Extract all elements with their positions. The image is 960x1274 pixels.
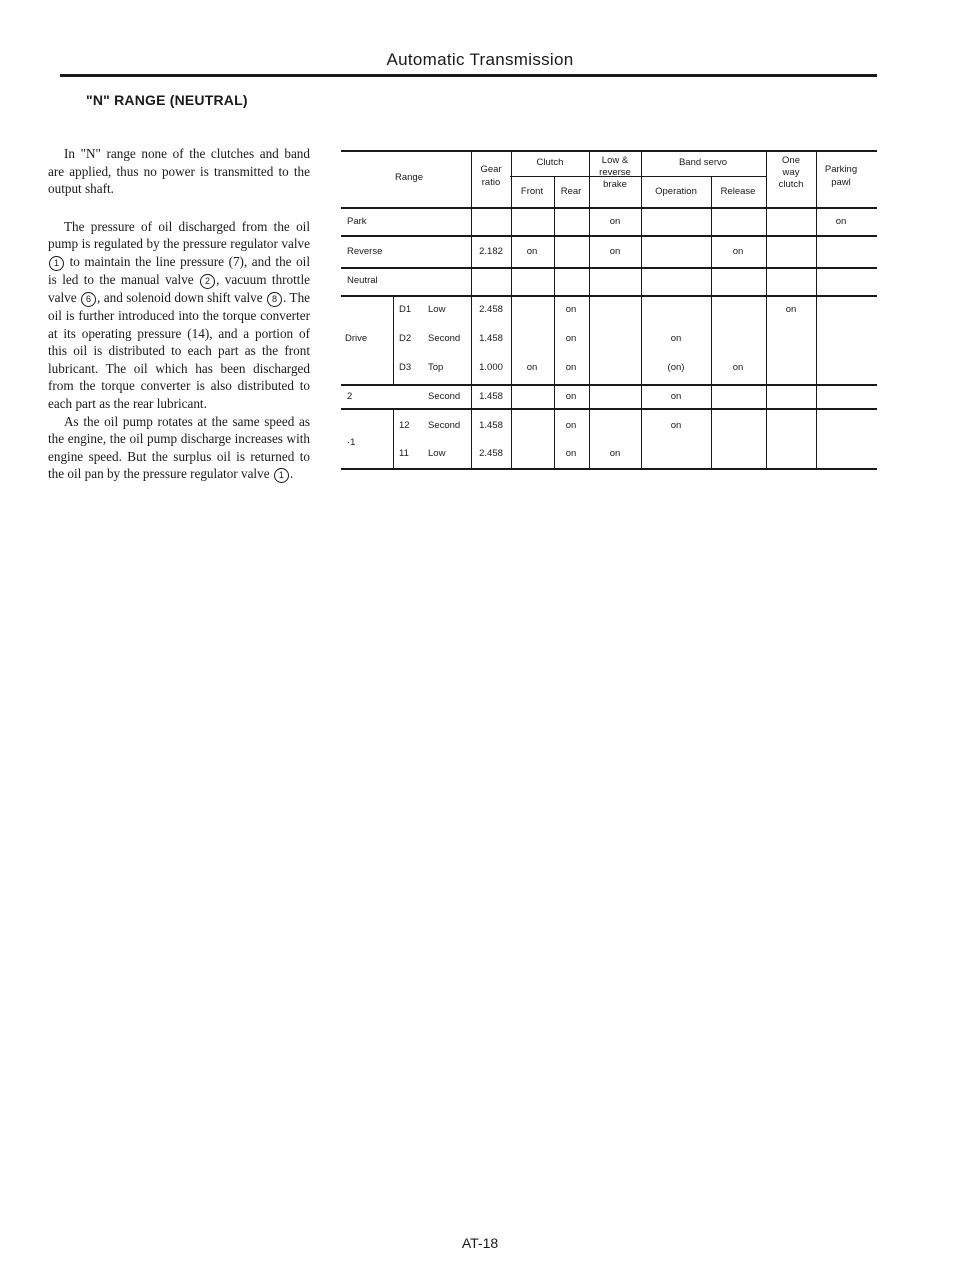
col-rule-front-rear: [554, 177, 555, 468]
header-gear-ratio-line1: Gear: [480, 164, 502, 175]
row-reverse-range: Reverse: [347, 246, 383, 257]
row-park-range: Park: [347, 216, 367, 227]
col-rule-range-sub: [393, 297, 394, 384]
row-rule-2: [341, 408, 877, 410]
row-12-gear: Second: [428, 420, 461, 431]
row-d1-rear: on: [565, 304, 577, 315]
paragraph-2: [48, 218, 310, 413]
row-2-gear: Second: [428, 391, 461, 402]
row-park-low: on: [609, 216, 621, 227]
valve-ref-1: 1: [49, 256, 64, 271]
paragraph-3: [48, 413, 310, 484]
paragraph-3-part-a: As the oil pump rotates at the same speed as the engine, the oil pump discharge increases with engine speed. But the surplus oil is returned to the oil pan by the pressure regulator valve: [48, 413, 310, 482]
row-11-pos: 11: [399, 448, 409, 459]
header-range: Range: [395, 172, 423, 183]
row-11-low: on: [609, 448, 621, 459]
header-parking-line2: pawl: [831, 177, 851, 188]
header-sub-rule: [510, 176, 767, 177]
col-rule-oneway: [766, 152, 767, 468]
row-d1-pos: D1: [399, 304, 412, 315]
table-bottom-rule: [341, 468, 877, 470]
row-reverse-low: on: [609, 246, 621, 257]
row-d2-pos: D2: [399, 333, 412, 344]
row-d3-front: on: [526, 362, 538, 373]
row-d1-oneway: on: [785, 304, 797, 315]
row-12-ratio: 1.458: [479, 420, 503, 431]
header-low-reverse-line3: brake: [603, 179, 627, 190]
header-parking-line1: Parking: [824, 164, 858, 175]
row-d3-ratio: 1.000: [479, 362, 503, 373]
paragraph-2-part-c: , vacuum throttle valve: [48, 271, 310, 305]
paragraph-2-part-d: , and solenoid down shift valve: [97, 289, 263, 305]
row-reverse-release: on: [732, 246, 744, 257]
row-reverse-front: on: [526, 246, 538, 257]
header-low-reverse-line2: reverse: [599, 167, 631, 178]
row-12-operation: on: [670, 420, 682, 431]
row-d3-rear: on: [565, 362, 577, 373]
row-rule-neutral: [341, 295, 877, 297]
col-rule-range-sub-1: [393, 410, 394, 468]
valve-ref-1-again: 1: [274, 468, 289, 483]
paragraph-3-part-b: .: [289, 466, 294, 482]
row-rule-drive: [341, 384, 877, 386]
row-d3-release: on: [732, 362, 744, 373]
section-heading: "N" RANGE (NEUTRAL): [86, 92, 248, 108]
row-d3-operation: (on): [667, 362, 685, 373]
header-bottom-rule: [341, 207, 877, 209]
valve-ref-2: 2: [200, 274, 215, 289]
header-one-way-line1: One: [782, 155, 800, 166]
header-release: Release: [720, 186, 756, 197]
page-header-title: Automatic Transmission: [386, 50, 574, 69]
row-d2-gear: Second: [428, 333, 461, 344]
operation-table: [341, 150, 877, 470]
row-2-range: 2: [347, 391, 353, 402]
header-rear: Rear: [560, 186, 582, 197]
row-1-range: ·1: [347, 437, 356, 448]
col-rule-operation-release: [711, 177, 712, 468]
row-d2-operation: on: [670, 333, 682, 344]
paragraph-2-part-b: to maintain the line pressure (7), and the oil is led to the manual valve: [48, 253, 310, 287]
row-rule-reverse: [341, 267, 877, 269]
header-clutch: Clutch: [536, 157, 564, 168]
header-front: Front: [520, 186, 544, 197]
col-rule-parking: [816, 152, 817, 468]
header-band-servo: Band servo: [678, 157, 728, 168]
row-12-pos: 12: [399, 420, 410, 431]
col-rule-band: [641, 152, 642, 468]
valve-ref-8: 8: [267, 292, 282, 307]
row-neutral-range: Neutral: [347, 275, 378, 286]
table-top-rule: [341, 150, 877, 152]
body-text: [48, 145, 310, 503]
row-d2-ratio: 1.458: [479, 333, 503, 344]
row-d1-gear: Low: [428, 304, 446, 315]
header-rule: [60, 74, 877, 77]
header-one-way-line3: clutch: [778, 179, 804, 190]
paragraph-2-part-a: The pressure of oil discharged from the oil pump is regulated by the pressure regulator valve: [48, 218, 310, 252]
row-rule-park: [341, 235, 877, 237]
row-d1-ratio: 2.458: [479, 304, 503, 315]
row-d3-pos: D3: [399, 362, 412, 373]
header-one-way-line2: way: [782, 167, 800, 178]
row-12-rear: on: [565, 420, 577, 431]
row-2-ratio: 1.458: [479, 391, 503, 402]
valve-ref-6: 6: [81, 292, 96, 307]
header-operation: Operation: [655, 186, 697, 197]
row-d2-rear: on: [565, 333, 577, 344]
row-2-operation: on: [670, 391, 682, 402]
col-rule-clutch: [511, 152, 512, 468]
col-rule-gear: [471, 152, 472, 468]
row-park-parking: on: [835, 216, 847, 227]
row-2-rear: on: [565, 391, 577, 402]
paragraph-2-part-e: . The oil is further introduced into the torque converter at its operating pressure (14), and a portion of this oil is distributed to each part as the front lubricant. The oil which has been discharged from the torque converter is also distributed to each part as the rear lubricant.: [48, 289, 311, 411]
row-11-ratio: 2.458: [479, 448, 503, 459]
col-rule-low: [589, 152, 590, 468]
header-gear-ratio-line2: ratio: [481, 177, 501, 188]
row-d3-gear: Top: [428, 362, 444, 373]
row-reverse-ratio: 2.182: [479, 246, 503, 257]
row-drive-group: Drive: [345, 333, 368, 344]
paragraph-1: In "N" range none of the clutches and band are applied, thus no power is transmitted to the output shaft.: [48, 146, 310, 197]
page-number: AT-18: [461, 1235, 499, 1251]
header-low-reverse-line1: Low &: [601, 155, 629, 166]
row-11-rear: on: [565, 448, 577, 459]
row-11-gear: Low: [428, 448, 446, 459]
